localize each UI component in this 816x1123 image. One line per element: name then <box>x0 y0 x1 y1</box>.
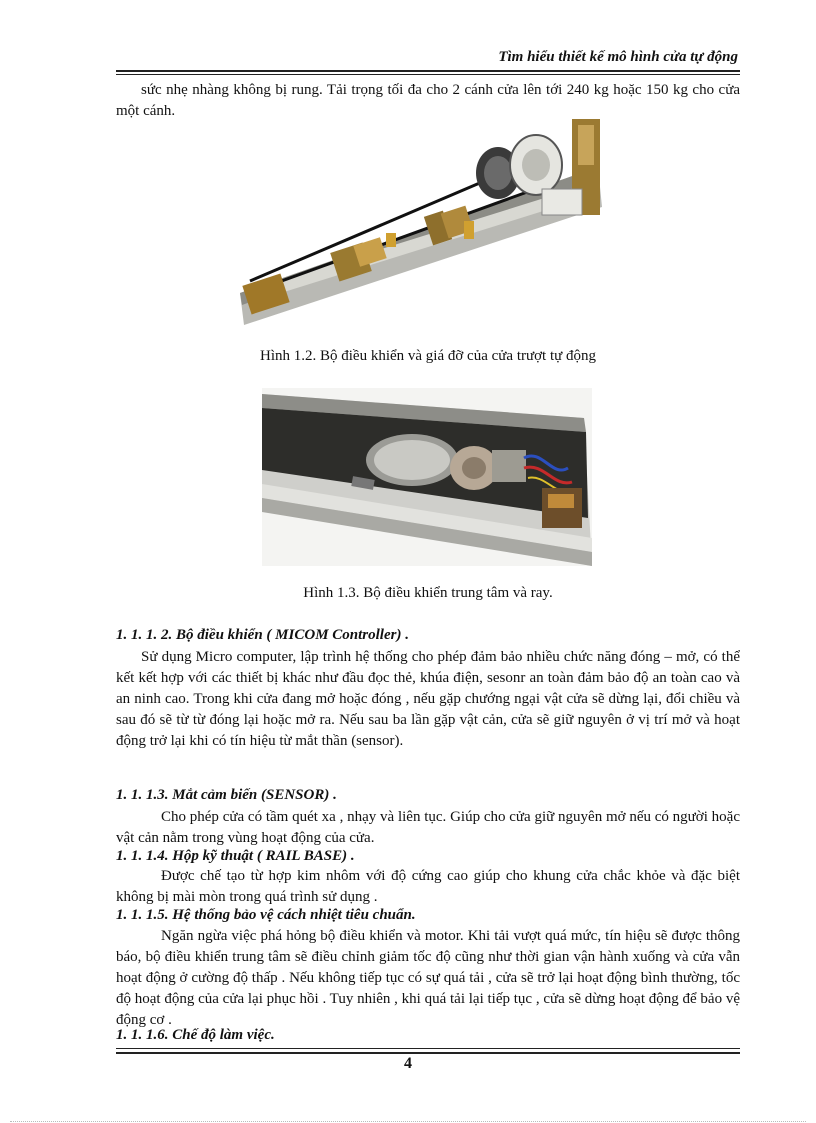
section-heading-sensor: 1. 1. 1.3. Mắt cảm biến (SENSOR) . <box>116 787 337 803</box>
page-number: 4 <box>404 1055 412 1072</box>
running-header-title: Tìm hiểu thiết kế mô hình cửa tự động <box>498 49 738 65</box>
section-heading-rail-base: 1. 1. 1.4. Hộp kỹ thuật ( RAIL BASE) . <box>116 848 355 864</box>
header-rule <box>116 70 740 72</box>
section-heading-protection: 1. 1. 1.5. Hệ thống bảo vệ cách nhiệt tiêu chuẩn. <box>116 907 416 923</box>
protection-paragraph: Ngăn ngừa việc phá hỏng bộ điều khiển và motor. Khi tải vượt quá mức, tín hiệu sẽ được thông báo, bộ điều khiển trung tâm sẽ điều chỉnh giảm tốc độ cũng như thời gian vận hành xuống và cửa vẫn hoạt động ở cường độ thấp . Nếu không tiếp tục có sự quá tải , cửa sẽ trở lại hoạt động bình thường, tốc độ hoạt động của cửa lại phục hồi . Tuy nhiên , khi quá tải lại tiếp tục , cửa sẽ dừng hoạt động để bảo vệ động cơ . <box>116 928 740 1028</box>
rail-base-paragraph: Được chế tạo từ hợp kim nhôm với độ cứng cao giúp cho khung cửa chắc khỏe và đặc biệt không bị mài mòn trong quá trình sử dụng . <box>116 868 740 905</box>
figure-1-3-caption: Hình 1.3. Bộ điều khiển trung tâm và ray. <box>303 585 553 601</box>
header-rule-thin <box>116 74 740 75</box>
sensor-paragraph: Cho phép cửa có tầm quét xa , nhạy và liên tục. Giúp cho cửa giữ nguyên mở nếu có người hoặc vật cản nằm trong vùng hoạt động của cửa. <box>116 809 740 846</box>
figure-central-controller-rail-photo <box>262 388 592 566</box>
footer-rule <box>116 1052 740 1054</box>
intro-paragraph: sức nhẹ nhàng không bị rung. Tải trọng tối đa cho 2 cánh cửa lên tới 240 kg hoặc 150 kg cho cửa một cánh. <box>116 82 740 119</box>
figure-controller-bracket-photo <box>236 115 604 329</box>
controller-paragraph: Sử dụng Micro computer, lập trình hệ thống cho phép đảm bảo nhiều chức năng đóng – mở, có thể kết kết hợp với các thiết bị khác như đầu đọc thẻ, khúa điện, sesonr an toàn đảm bảo độ an toàn cao và an ninh cao. Trong khi cửa đang mở hoặc đóng , nếu gặp chướng ngại vật cửa sẽ dừng lại, đổi chiều và sau đó sẽ từ từ đóng lại hoặc mở ra. Nếu sau ba lần gặp vật cản, cửa sẽ giữ nguyên ở vị trí mở và hoạt động trở lại khi có tín hiệu từ mắt thần (sensor). <box>116 649 740 749</box>
footer-rule-thin <box>116 1048 740 1049</box>
section-heading-working-mode: 1. 1. 1.6. Chế độ làm việc. <box>116 1027 275 1043</box>
figure-1-2-caption: Hình 1.2. Bộ điều khiển và giá đỡ của cửa trượt tự động <box>259 348 597 364</box>
page-edge-dotted-line <box>10 1121 806 1122</box>
section-heading-controller: 1. 1. 1. 2. Bộ điều khiển ( MICOM Controller) . <box>116 627 409 643</box>
